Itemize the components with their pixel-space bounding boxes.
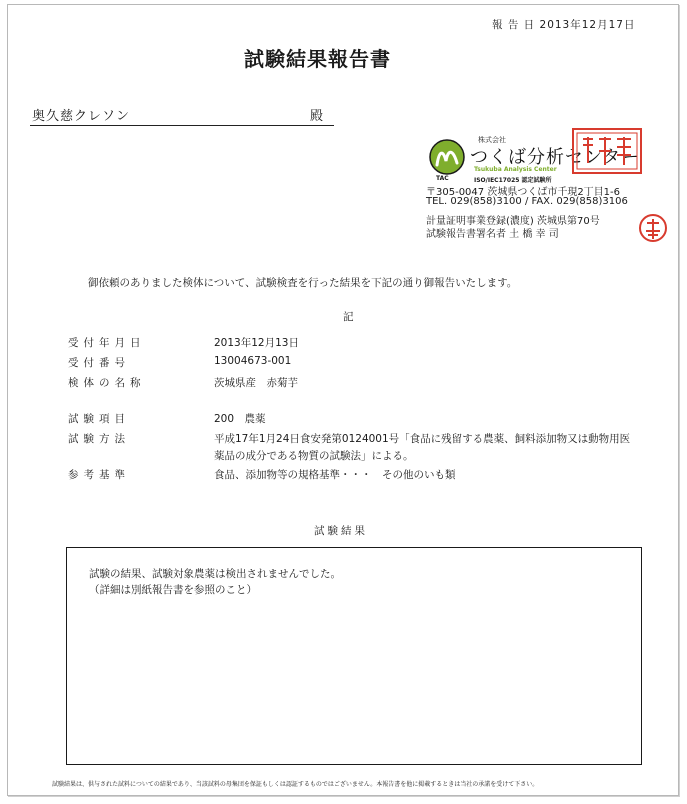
company-seal-icon: [571, 127, 643, 175]
company-tel-fax: TEL. 029(858)3100 / FAX. 029(858)3106: [426, 196, 628, 207]
field-value-test-method: 平成17年1月24日食安発第0124001号「食品に残留する農薬、飼料添加物又は動物用医薬品の成分である物質の試験法」による。: [214, 433, 631, 462]
footer-disclaimer: 試験結果は、供与された試料についての結果であり、当該試料の母集団を保証もしくは認証するものではございません。本報告書を他に掲載するときは当社の承諾を受けて下さい。: [52, 781, 539, 788]
signer-seal-icon: [638, 213, 668, 243]
company-name: つくば分析センター: [470, 147, 641, 168]
tac-logo-icon: [429, 139, 465, 175]
recipient-honorific: 殿: [310, 109, 324, 124]
field-label-receipt-number: 受付番号: [68, 357, 130, 369]
field-value-received-date: 2013年12月13日: [214, 337, 299, 349]
company-name-prefix: 株式会社: [478, 136, 506, 144]
results-box: [66, 547, 642, 765]
report-date: 報 告 日 2013年12月17日: [492, 19, 636, 31]
tac-logo-caption: TAC: [436, 175, 449, 182]
field-label-received-date: 受付年月日: [68, 337, 146, 349]
field-label-sample-name: 検体の名称: [68, 377, 146, 389]
page-title: 試験結果報告書: [244, 47, 391, 71]
report-page: [7, 4, 679, 796]
results-line-1: 試験の結果、試験対象農薬は検出されませんでした。: [89, 568, 341, 580]
field-label-test-method: 試験方法: [68, 433, 130, 445]
field-value-receipt-number: 13004673-001: [214, 355, 292, 367]
field-value-test-item: 200 農薬: [214, 413, 266, 425]
field-label-reference-standard: 参考基準: [68, 469, 130, 481]
ki-heading: 記: [343, 311, 354, 323]
field-value-reference-standard: 食品、添加物等の規格基準・・・ その他のいも類: [214, 469, 456, 481]
field-label-test-item: 試験項目: [68, 413, 130, 425]
company-registration: 計量証明事業登録(濃度) 茨城県第70号: [426, 216, 600, 227]
company-address: 〒305-0047 茨城県つくば市千現2丁目1-6: [426, 187, 621, 198]
results-line-2: （詳細は別紙報告書を参照のこと）: [89, 584, 257, 596]
recipient-line: [30, 105, 334, 126]
results-heading: 試験結果: [314, 525, 368, 537]
intro-text: 御依頼のありました検体について、試験検査を行った結果を下記の通り御報告いたします。: [88, 277, 518, 289]
field-value-sample-name: 茨城県産 赤菊芋: [214, 377, 298, 389]
report-signer: 試験報告書署名者 土 橋 幸 司: [426, 229, 559, 240]
company-english-name: Tsukuba Analysis Center: [474, 166, 557, 173]
recipient-name: 奥久慈クレソン: [32, 109, 131, 124]
company-iso: ISO/IEC17025 認定試験所: [474, 177, 552, 184]
